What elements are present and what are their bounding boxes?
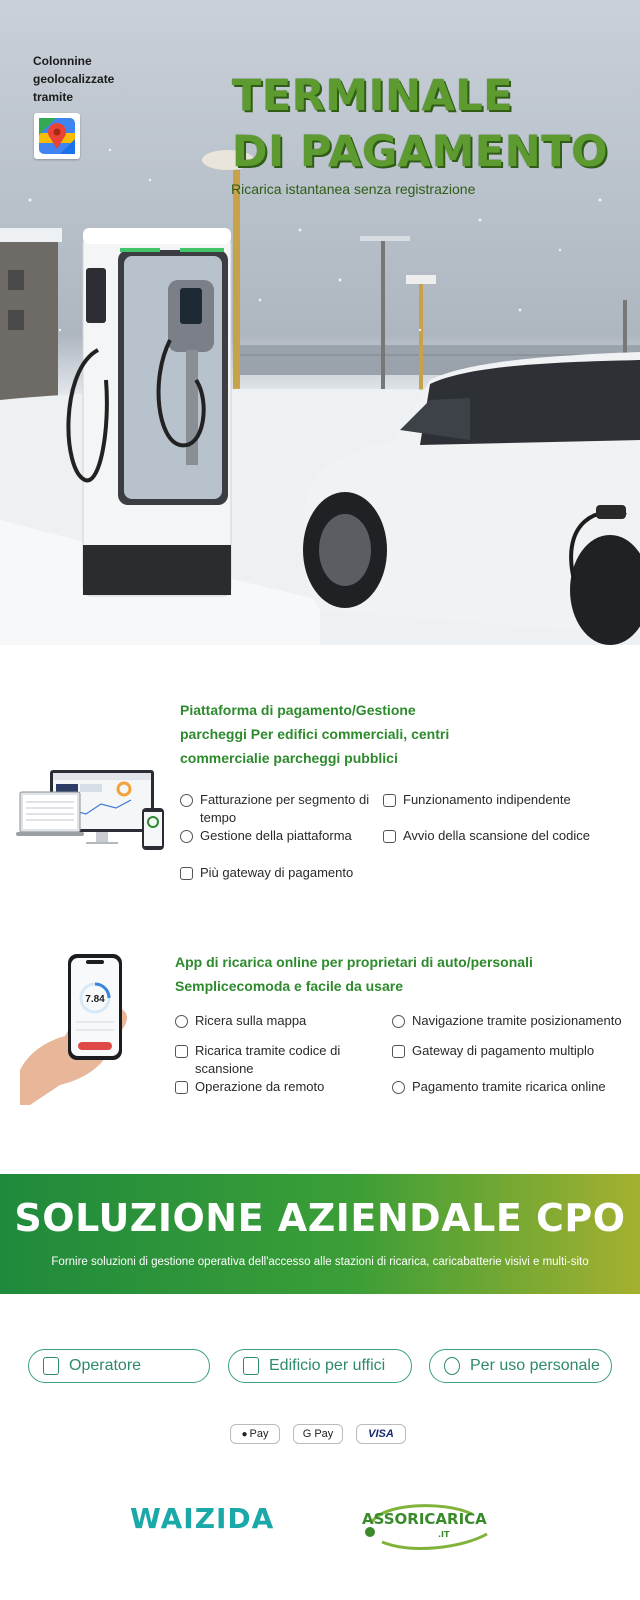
feature-label: Ricera sulla mappa (195, 1013, 307, 1028)
pill-label: Per uso personale (470, 1357, 600, 1374)
pill-personal-use[interactable] (429, 1349, 612, 1383)
feature-label: Ricarica tramite codice di scansione (195, 1043, 341, 1076)
clock-icon (180, 794, 193, 807)
feature-navigation (392, 1012, 632, 1030)
apple-icon: ● (241, 1428, 248, 1440)
feature-label: Gestione della piattaforma (200, 828, 352, 843)
visa-badge (356, 1424, 406, 1444)
users-icon (444, 1357, 460, 1375)
cpo-subtitle: Fornire soluzioni di gestione operativa dell'accesso alle stazioni di ricarica, caricabatterie visivi e multi-sito (51, 1256, 589, 1268)
feature-label: Più gateway di pagamento (200, 865, 354, 880)
platform-title: Piattaforma di pagamento/Gestione parcheggi Per edifici commerciali, centri commercialie parcheggi pubblici (180, 702, 450, 766)
building-icon (243, 1357, 259, 1375)
cpo-banner (0, 1174, 640, 1294)
remote-icon (175, 1081, 188, 1094)
pill-label: Operatore (69, 1357, 142, 1374)
feature-label: Gateway di pagamento multiplo (412, 1043, 595, 1058)
hero-title-line1: TERMINALE (232, 71, 514, 121)
payment-label: G Pay (302, 1428, 334, 1440)
payment-label: Pay (249, 1428, 269, 1440)
assoricarica-suffix: .IT (438, 1530, 450, 1539)
assoricarica-text: ASSORICARICA (362, 1510, 487, 1528)
document-icon (383, 794, 396, 807)
hero-title (232, 68, 608, 180)
feature-independent (383, 791, 623, 809)
wallet-icon (392, 1045, 405, 1058)
map-icon (175, 1015, 188, 1028)
pill-operator[interactable] (28, 1349, 210, 1383)
waizida-logo: WAIZIDA (130, 1502, 275, 1535)
scan-icon (383, 830, 396, 843)
location-icon (392, 1015, 405, 1028)
pill-label: Edificio per uffici (269, 1357, 386, 1374)
feature-code-scan (383, 827, 623, 845)
platform-devices-illustration (16, 770, 166, 860)
feature-label: Operazione da remoto (195, 1079, 325, 1094)
assoricarica-logo (362, 1502, 502, 1552)
scan-icon (175, 1045, 188, 1058)
cpo-title: SOLUZIONE AZIENDALE CPO (14, 1196, 626, 1240)
feature-multi-gateway (392, 1042, 632, 1060)
feature-label: Navigazione tramite posizionamento (412, 1013, 622, 1028)
link-icon (180, 830, 193, 843)
feature-remote (175, 1078, 375, 1096)
feature-platform-management (180, 827, 380, 845)
wallet-icon (180, 867, 193, 880)
phone-reading: 7.84 (85, 994, 105, 1005)
feature-label: Pagamento tramite ricarica online (412, 1079, 606, 1094)
phone-in-hand-illustration (20, 950, 135, 1105)
google-maps-icon[interactable] (34, 113, 80, 159)
feature-gateways (180, 864, 420, 882)
geolocation-label: Colonnine geolocalizzate tramite (33, 54, 115, 104)
clipboard-icon (43, 1357, 59, 1375)
feature-scan-charge (175, 1042, 375, 1078)
hero-subtitle: Ricarica istantanea senza registrazione (231, 181, 476, 197)
feature-label: Fatturazione per segmento di tempo (200, 792, 370, 825)
feature-label: Funzionamento indipendente (403, 792, 571, 807)
coin-icon (392, 1081, 405, 1094)
feature-online-payment (392, 1078, 632, 1096)
google-pay-badge (293, 1424, 343, 1444)
pill-office-building[interactable] (228, 1349, 412, 1383)
app-title: App di ricarica online per proprietari di auto/personali Semplicecomoda e facile da usare (175, 954, 533, 994)
feature-label: Avvio della scansione del codice (403, 828, 590, 843)
hero-title-line2: DI PAGAMENTO (232, 127, 609, 177)
hero-banner (0, 0, 640, 645)
apple-pay-badge (230, 1424, 280, 1444)
payment-label: VISA (368, 1428, 394, 1440)
feature-map-search (175, 1012, 375, 1030)
feature-time-billing (180, 791, 380, 827)
